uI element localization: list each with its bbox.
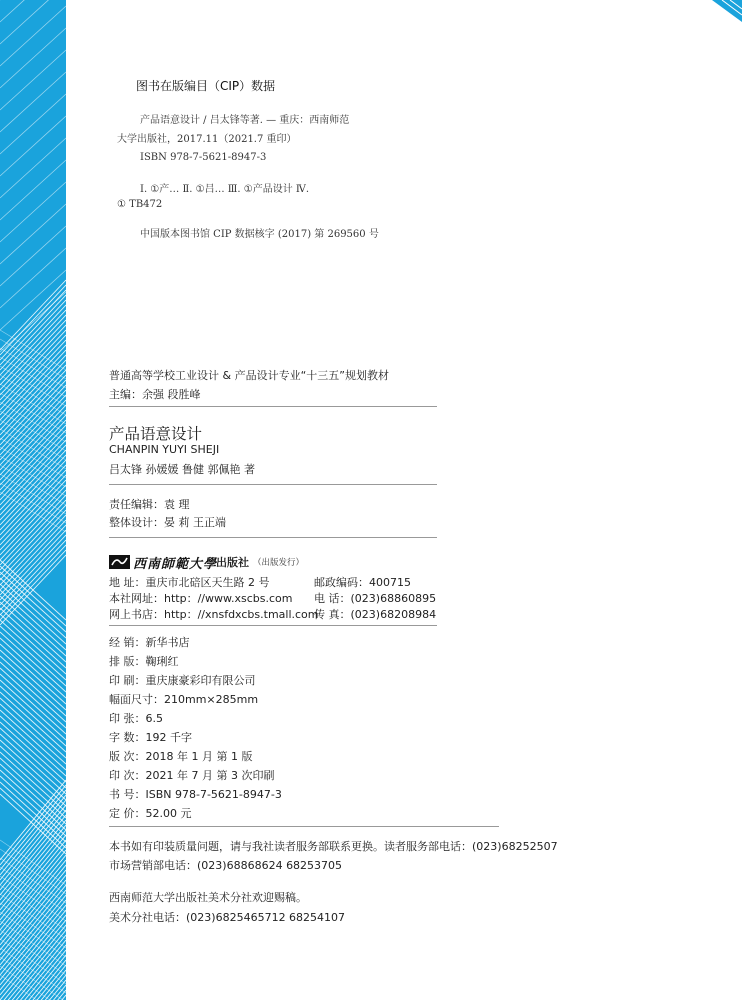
- publisher-postcode: 邮政编码：400715: [314, 576, 411, 589]
- submission-welcome: 西南师范大学出版社美术分社欢迎赐稿。: [109, 891, 307, 904]
- publisher-phone: 电 话：(023)68860895: [314, 592, 437, 605]
- cip-line-2: 大学出版社，2017.11（2021.7 重印）: [117, 134, 297, 145]
- detail-format-size: 幅面尺寸：210mm×285mm: [109, 693, 259, 706]
- detail-edition: 版 次：2018 年 1 月 第 1 版: [109, 750, 253, 763]
- cip-classification: Ⅰ. ①产… Ⅱ. ①吕… Ⅲ. ①产品设计 Ⅳ.: [140, 184, 310, 195]
- overall-designer: 整体设计：晏 莉 王正端: [109, 516, 226, 529]
- corner-accent: [712, 0, 742, 22]
- divider: [109, 484, 437, 485]
- detail-typesetting: 排 版：鞠琍红: [109, 655, 179, 668]
- cip-isbn: ISBN 978-7-5621-8947-3: [140, 152, 267, 163]
- art-branch-phone: 美术分社电话：(023)6825465712 68254107: [109, 911, 346, 924]
- publisher-online-shop[interactable]: 网上书店：http：//xnsfdxcbs.tmall.com: [109, 608, 319, 621]
- detail-sheets: 印 张：6.5: [109, 712, 163, 725]
- detail-printer: 印 刷：重庆康豪彩印有限公司: [109, 674, 256, 687]
- quality-notice: 本书如有印装质量问题，请与我社读者服务部联系更换。读者服务部电话：(023)68252507: [109, 840, 558, 853]
- detail-price: 定 价：52.00 元: [109, 807, 192, 820]
- detail-word-count: 字 数：192 千字: [109, 731, 192, 744]
- publisher-fax: 传 真：(023)68208984: [314, 608, 437, 621]
- series-name: 普通高等学校工业设计 & 产品设计专业“十三五”规划教材: [109, 369, 389, 382]
- book-title: 产品语意设计: [109, 425, 203, 443]
- cip-library-number: 中国版本图书馆 CIP 数据核字 (2017) 第 269560 号: [140, 229, 379, 240]
- decorative-side-band: [0, 0, 66, 1000]
- detail-distributor: 经 销：新华书店: [109, 636, 190, 649]
- cip-title: 图书在版编目（CIP）数据: [136, 79, 276, 93]
- publisher-address: 地 址：重庆市北碚区天生路 2 号: [109, 576, 270, 589]
- divider: [109, 826, 499, 827]
- detail-printing: 印 次：2021 年 7 月 第 3 次印刷: [109, 769, 275, 782]
- publisher-note: （出版发行）: [253, 558, 305, 568]
- publisher-logo-text: 西南師範大學: [133, 557, 218, 572]
- marketing-phone: 市场营销部电话：(023)68868624 68253705: [109, 859, 343, 872]
- divider: [109, 537, 437, 538]
- cip-line-1: 产品语意设计 / 吕太锋等著. — 重庆：西南师范: [140, 115, 350, 126]
- responsible-editor: 责任编辑：袁 理: [109, 498, 190, 511]
- detail-isbn: 书 号：ISBN 978-7-5621-8947-3: [109, 788, 282, 801]
- cip-class-code: ① TB472: [117, 199, 163, 210]
- book-pinyin: CHANPIN YUYI SHEJI: [109, 443, 220, 456]
- book-authors: 吕太锋 孙媛媛 鲁健 郭佩艳 著: [109, 463, 255, 476]
- publisher-website[interactable]: 本社网址：http：//www.xscbs.com: [109, 592, 293, 605]
- publisher-name: 出版社: [216, 556, 249, 569]
- series-editors: 主编：余强 段胜峰: [109, 388, 201, 401]
- publisher-logo: [109, 554, 130, 568]
- divider: [109, 406, 437, 407]
- divider: [109, 625, 437, 626]
- line-pattern-graphic: [0, 0, 66, 1000]
